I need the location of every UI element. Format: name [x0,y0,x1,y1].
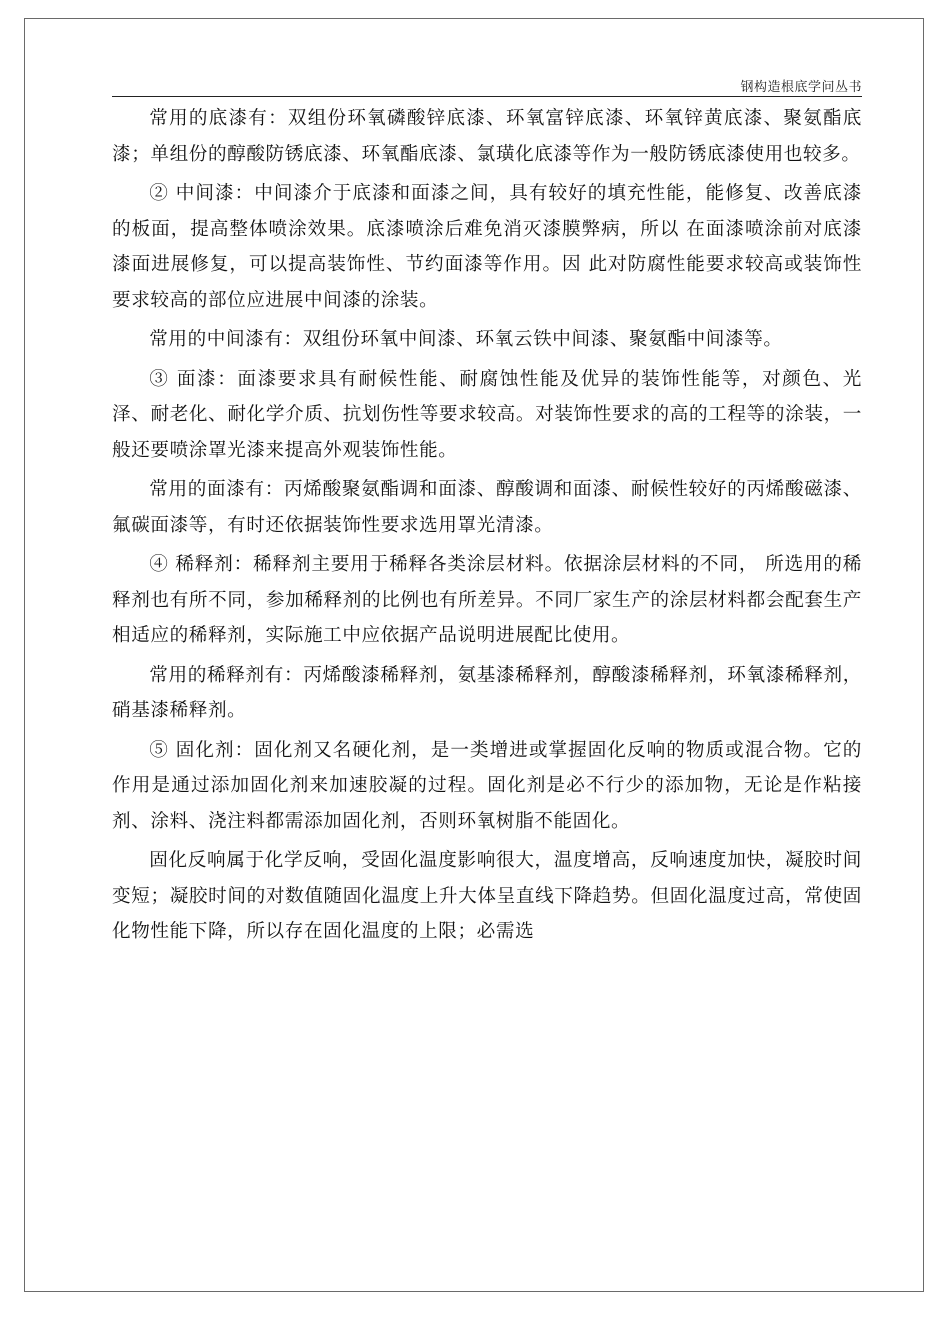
paragraph-intermediate-coat: ② 中间漆：中间漆介于底漆和面漆之间，具有较好的填充性能，能修复、改善底漆的板面，提高整体喷涂效果。底漆喷涂后难免消灭漆膜弊病，所以 在面漆喷涂前对底漆漆面进展修复，可以提高装饰性、节约面漆等作用。因 此对防腐性能要求较高或装饰性要求较高的部位应进展中间漆的涂装。 [112,183,862,311]
paragraph-intermediate-list: 常用的中间漆有：双组份环氧中间漆、环氧云铁中间漆、聚氨酯中间漆等。 [149,329,783,350]
paragraph-thinner-list: 常用的稀释剂有：丙烯酸漆稀释剂，氨基漆稀释剂，醇酸漆稀释剂，环氧漆稀释剂，硝基漆稀释剂。 [112,664,862,721]
header-title: 钢构造根底学问丛书 [740,80,862,95]
paragraph-curing-agent: ⑤ 固化剂：固化剂又名硬化剂，是一类增进或掌握固化反响的物质或混合物。它的作用是通过添加固化剂来加速胶凝的过程。固化剂是必不行少的添加物，无论是作粘接剂、涂料、浇注料都需添加固化剂，否则环氧树脂不能固化。 [112,739,862,832]
paragraph-thinner: ④ 稀释剂：稀释剂主要用于稀释各类涂层材料。依据涂层材料的不同， 所选用的稀释剂也有所不同，参加稀释剂的比例也有所差异。不同厂家生产的涂层材料都会配套生产相适应的稀释剂，实际施工中应依据产品说明进展配比使用。 [112,554,862,646]
document-body [112,101,862,950]
running-header [112,74,862,97]
paragraph-top-coat: ③ 面漆：面漆要求具有耐候性能、耐腐蚀性能及优异的装饰性能等，对颜色、光泽、耐老化、耐化学介质、抗划伤性等要求较高。对装饰性要求的高的工程等的涂装，一般还要喷涂罩光漆来提高外观装饰性能。 [112,368,862,461]
paragraph-primer-list: 常用的底漆有：双组份环氧磷酸锌底漆、环氧富锌底漆、环氧锌黄底漆、聚氨酯底漆；单组份的醇酸防锈底漆、环氧酯底漆、氯璜化底漆等作为一般防锈底漆使用也较多。 [112,108,862,165]
paragraph-curing-reaction: 固化反响属于化学反响，受固化温度影响很大，温度增高，反响速度加快，凝胶时间变短；凝胶时间的对数值随固化温度上升大体呈直线下降趋势。但固化温度过高，常使固化物性能下降，所以存在固化温度的上限；必需选 [112,850,862,942]
paragraph-top-coat-list: 常用的面漆有：丙烯酸聚氨酯调和面漆、醇酸调和面漆、耐候性较好的丙烯酸磁漆、氟碳面漆等，有时还依据装饰性要求选用罩光清漆。 [112,479,862,536]
